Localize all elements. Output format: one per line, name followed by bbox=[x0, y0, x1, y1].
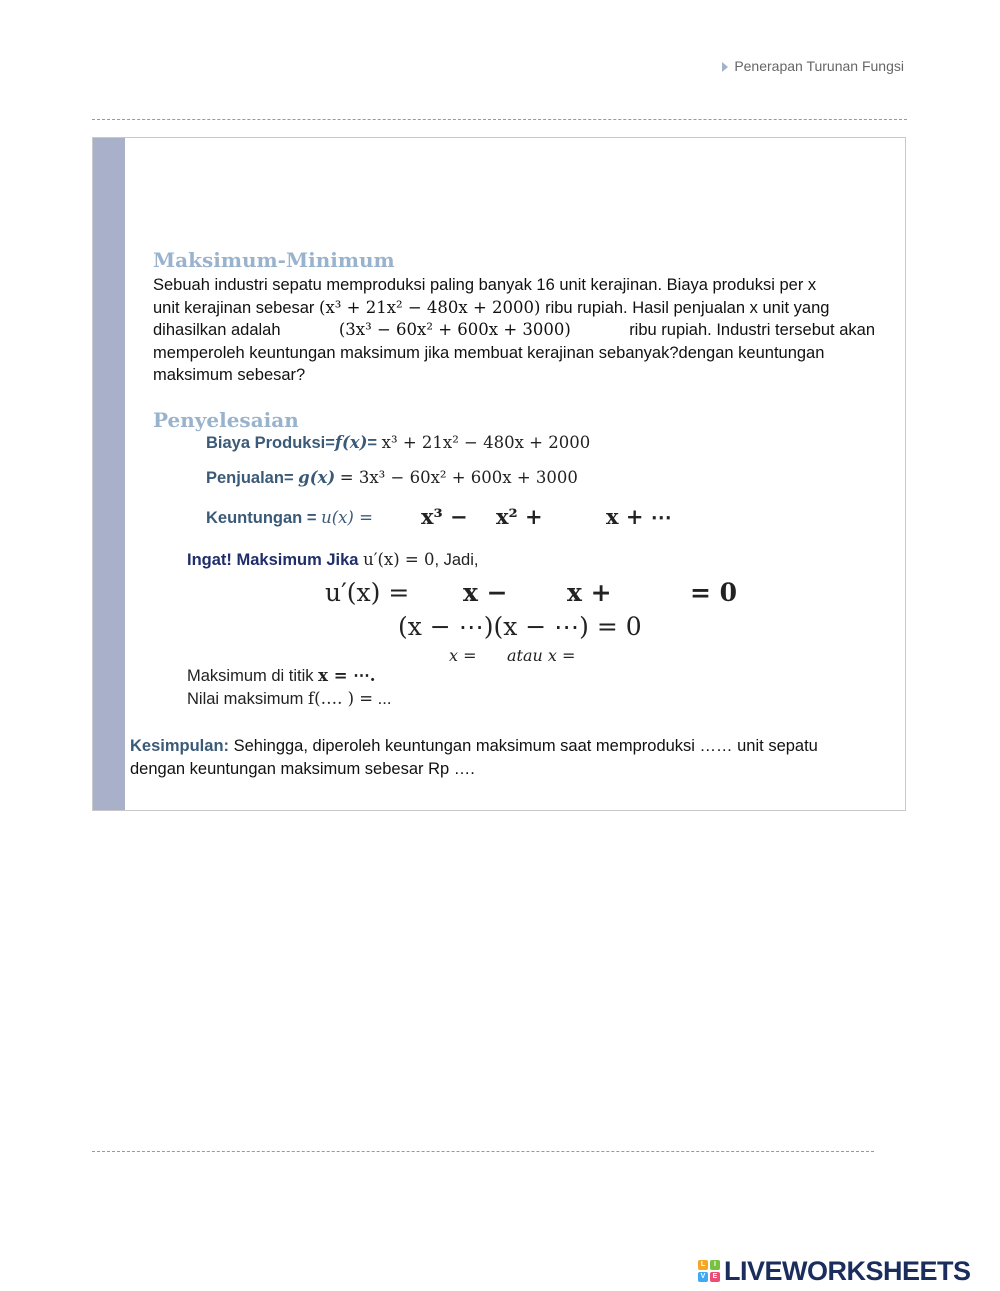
keuntungan-term-1: x³ − bbox=[421, 504, 468, 529]
problem-line-2: unit kerajinan sebesar (x³ + 21x² − 480x + 2000) ribu rupiah. Hasil penjualan x unit yang bbox=[153, 297, 830, 317]
problem-line-5: maksimum sebesar? bbox=[153, 366, 306, 384]
gx-label: g(x) bbox=[298, 468, 336, 487]
problem-line-4: memperoleh keuntungan maksimum jika membuat kerajinan sebanyak?dengan keuntungan bbox=[153, 343, 825, 362]
logo-mark-icon: L I V E bbox=[698, 1260, 720, 1282]
top-divider bbox=[92, 119, 907, 120]
derivative-lhs: u′(x) = bbox=[325, 578, 410, 607]
fx-label: f(x) bbox=[334, 433, 368, 452]
derivative-row bbox=[325, 578, 738, 607]
derivative-term-1: x − bbox=[463, 578, 508, 607]
derivative-rhs: = 0 bbox=[690, 578, 738, 607]
nilai-row: Nilai maksimum f(…. ) = ... bbox=[187, 689, 392, 708]
keuntungan-term-2: x² + bbox=[496, 504, 543, 529]
triangle-icon bbox=[722, 62, 728, 72]
header-title: Penerapan Turunan Fungsi bbox=[734, 58, 904, 74]
biaya-row: Biaya Produksi=f(x)= x³ + 21x² − 480x + 2000 bbox=[206, 433, 591, 452]
page-header bbox=[722, 58, 904, 74]
penjualan-expression: = 3x³ − 60x² + 600x + 3000 bbox=[339, 468, 578, 487]
factor-row: (x − ⋯)(x − ⋯) = 0 bbox=[398, 612, 642, 641]
ingat-row: Ingat! Maksimum Jika u′(x) = 0, Jadi, bbox=[187, 550, 479, 569]
logo-text: LIVEWORKSHEETS bbox=[724, 1255, 971, 1286]
cost-expression: (x³ + 21x² − 480x + 2000) bbox=[319, 297, 541, 317]
kesimpulan-paragraph: Kesimpulan: Sehingga, diperoleh keuntungan maksimum saat memproduksi …… unit sepatu dengan keuntungan maksimum sebesar Rp …. bbox=[130, 737, 818, 778]
maksimum-row: Maksimum di titik x = ⋯. bbox=[187, 666, 376, 685]
ux-label: u(x) = bbox=[321, 508, 373, 527]
roots-row: x = atau x = bbox=[449, 646, 576, 665]
problem-line-3: dihasilkan adalah (3x³ − 60x² + 600x + 3000) ribu rupiah. Industri tersebut akan bbox=[153, 319, 875, 342]
content-box bbox=[92, 137, 906, 811]
keuntungan-row: Keuntungan = u(x) = x³ − x² + x + ⋯ bbox=[206, 504, 672, 529]
biaya-expression: x³ + 21x² − 480x + 2000 bbox=[381, 433, 591, 452]
bottom-divider bbox=[92, 1151, 874, 1152]
derivative-term-2: x + bbox=[567, 578, 612, 607]
nilai-expression: f(…. ) = bbox=[308, 689, 374, 708]
kesimpulan-label: Kesimpulan: bbox=[130, 737, 230, 755]
maksimum-expression: x = ⋯. bbox=[318, 666, 376, 685]
problem-line-1: Sebuah industri sepatu memproduksi paling banyak 16 unit kerajinan. Biaya produksi per x bbox=[153, 276, 817, 294]
liveworksheets-logo bbox=[698, 1255, 971, 1287]
side-bar bbox=[93, 138, 125, 810]
problem-paragraph bbox=[153, 274, 875, 387]
revenue-expression: (3x³ − 60x² + 600x + 3000) bbox=[338, 320, 571, 339]
section-title-penyelesaian: Penyelesaian bbox=[153, 408, 299, 432]
section-title-maksimum: Maksimum-Minimum bbox=[153, 248, 395, 272]
ingat-expression: u′(x) = 0 bbox=[363, 550, 435, 569]
penjualan-row: Penjualan= g(x) = 3x³ − 60x² + 600x + 3000 bbox=[206, 468, 578, 487]
keuntungan-term-3: x + ⋯ bbox=[606, 504, 672, 529]
